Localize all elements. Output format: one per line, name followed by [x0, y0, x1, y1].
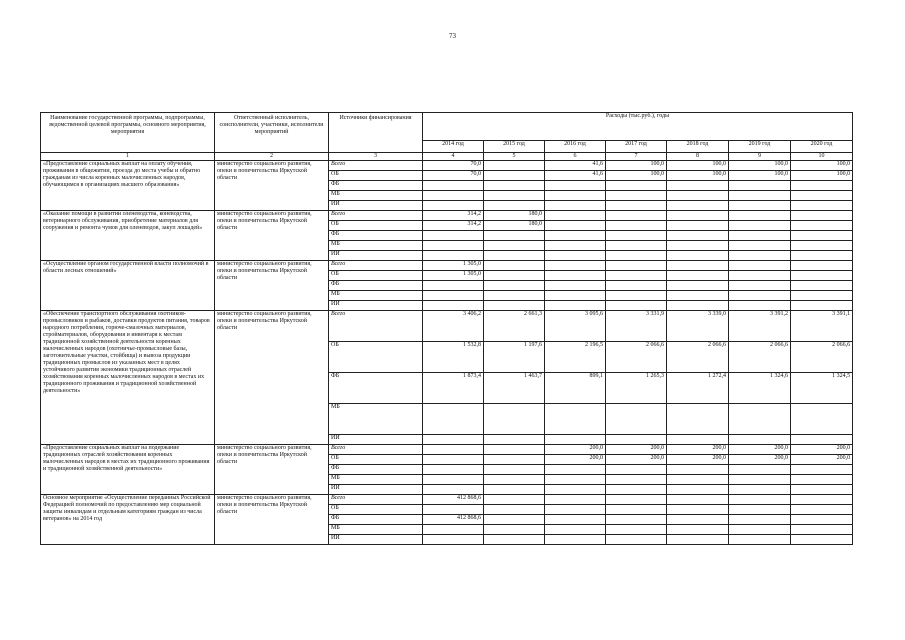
amount-cell — [423, 251, 484, 261]
financing-table — [40, 112, 853, 545]
table-row — [41, 211, 853, 221]
amount-cell — [545, 181, 606, 191]
amount-cell: 200,0 — [667, 455, 729, 465]
amount-cell: 180,0 — [484, 211, 545, 221]
amount-cell — [423, 455, 484, 465]
amount-cell — [667, 505, 729, 515]
header-expenses: Расходы (тыс.руб.), годы — [423, 113, 853, 141]
amount-cell: 1 873,4 — [423, 373, 484, 404]
amount-cell: 2 661,3 — [484, 311, 545, 342]
amount-cell — [484, 535, 545, 545]
amount-cell: 314,2 — [423, 211, 484, 221]
amount-cell — [606, 241, 667, 251]
amount-cell — [729, 495, 791, 505]
amount-cell — [484, 475, 545, 485]
amount-cell — [791, 181, 853, 191]
column-number: 10 — [791, 153, 853, 161]
amount-cell — [729, 231, 791, 241]
amount-cell — [667, 201, 729, 211]
amount-cell: 2 066,6 — [791, 342, 853, 373]
amount-cell — [729, 291, 791, 301]
funding-source: МБ — [329, 404, 423, 435]
amount-cell — [484, 301, 545, 311]
amount-cell: 200,0 — [545, 445, 606, 455]
column-number: 6 — [545, 153, 606, 161]
amount-cell — [545, 251, 606, 261]
amount-cell — [545, 281, 606, 291]
amount-cell — [729, 251, 791, 261]
amount-cell: 200,0 — [606, 455, 667, 465]
amount-cell — [667, 181, 729, 191]
amount-cell — [606, 181, 667, 191]
amount-cell: 100,0 — [729, 171, 791, 181]
event-executor: министерство социального развития, опеки и попечительства Иркутской области — [215, 445, 329, 495]
amount-cell: 412 868,6 — [423, 495, 484, 505]
amount-cell — [545, 301, 606, 311]
funding-source: ИИ — [329, 535, 423, 545]
amount-cell — [484, 404, 545, 435]
amount-cell — [729, 535, 791, 545]
amount-cell — [729, 301, 791, 311]
event-executor: министерство социального развития, опеки и попечительства Иркутской области — [215, 261, 329, 311]
amount-cell — [667, 535, 729, 545]
amount-cell — [545, 525, 606, 535]
event-name: «Предоставление социальных выплат на подержание традиционных отраслей хозяйствования коренных малочисленных народов в местах их традиционного проживания и традиционной хозяйственной деятельности» — [41, 445, 215, 495]
amount-cell — [667, 485, 729, 495]
funding-source: Всего — [329, 445, 423, 455]
amount-cell — [545, 191, 606, 201]
amount-cell: 180,0 — [484, 221, 545, 231]
column-number: 4 — [423, 153, 484, 161]
column-number: 2 — [215, 153, 329, 161]
amount-cell: 3 406,2 — [423, 311, 484, 342]
amount-cell — [791, 525, 853, 535]
amount-cell — [667, 475, 729, 485]
amount-cell — [667, 241, 729, 251]
amount-cell — [484, 495, 545, 505]
amount-cell — [545, 241, 606, 251]
amount-cell — [423, 465, 484, 475]
amount-cell: 3 331,9 — [606, 311, 667, 342]
amount-cell — [545, 291, 606, 301]
amount-cell — [484, 261, 545, 271]
funding-source: ОБ — [329, 505, 423, 515]
amount-cell: 2 066,6 — [667, 342, 729, 373]
amount-cell — [606, 495, 667, 505]
amount-cell — [729, 505, 791, 515]
amount-cell — [667, 231, 729, 241]
header-year: 2017 год — [606, 141, 667, 153]
event-name: «Обеспечение транспортного обслуживания охотников-промысловиков и рыбаков, доставки продуктов питания, товаров народного потребления, горюче-смазочных материалов, стройматериалов, оборудования и инвентаря к местам традиционной хозяйственной деятельности коренных малочисленных народов (охотничье-промысловые базы, заготовительные участки, стойбища) и вывоза продукции традиционных промыслов из указанных мест в целях устойчивого развития экономики традиционных отраслей хозяйствования коренных малочисленных народов в местах их традиционного проживания и традиционной хозяйственной деятельности» — [41, 311, 215, 445]
amount-cell: 200,0 — [791, 445, 853, 455]
amount-cell — [423, 281, 484, 291]
amount-cell — [484, 435, 545, 445]
amount-cell — [545, 261, 606, 271]
funding-source: ОБ — [329, 221, 423, 231]
amount-cell — [606, 435, 667, 445]
header-year: 2014 год — [423, 141, 484, 153]
amount-cell — [791, 475, 853, 485]
amount-cell: 200,0 — [729, 455, 791, 465]
event-name: «Осуществление органом государственной власти полномочий в области лесных отношений» — [41, 261, 215, 311]
amount-cell — [606, 515, 667, 525]
amount-cell: 1 265,3 — [606, 373, 667, 404]
header-executor: Ответственный исполнитель, соисполнители, участники, исполнители мероприятий — [215, 113, 329, 153]
header-name: Наименование государственной программы, подпрограммы, ведомственной целевой программы, основного мероприятия, мероприятия — [41, 113, 215, 153]
amount-cell — [545, 485, 606, 495]
amount-cell — [667, 465, 729, 475]
column-number: 7 — [606, 153, 667, 161]
header-source: Источники финансирования — [329, 113, 423, 153]
amount-cell: 412 868,6 — [423, 515, 484, 525]
amount-cell: 1 272,4 — [667, 373, 729, 404]
event-name: «Оказание помощи в развитии оленеводства, коневодства, ветеринарного обслуживания, приобретение материалов для сооружения и ремонта чумов для оленеводов, закуп лошадей» — [41, 211, 215, 261]
page-number: 73 — [449, 32, 456, 40]
amount-cell — [791, 485, 853, 495]
table-row — [41, 161, 853, 171]
amount-cell — [606, 291, 667, 301]
amount-cell — [484, 231, 545, 241]
amount-cell — [423, 191, 484, 201]
amount-cell — [545, 475, 606, 485]
amount-cell: 200,0 — [545, 455, 606, 465]
funding-source: ИИ — [329, 251, 423, 261]
amount-cell: 2 066,6 — [729, 342, 791, 373]
amount-cell — [545, 535, 606, 545]
amount-cell: 2 066,6 — [606, 342, 667, 373]
amount-cell: 100,0 — [606, 171, 667, 181]
event-name: Основное мероприятие «Осуществление переданных Российской Федерацией полномочий по предоставлению мер социальной защиты инвалидам и отдельным категориям граждан из числа ветеранов» на 2014 год — [41, 495, 215, 545]
column-number: 9 — [729, 153, 791, 161]
amount-cell — [791, 251, 853, 261]
amount-cell: 3 339,0 — [667, 311, 729, 342]
funding-source: МБ — [329, 291, 423, 301]
amount-cell — [667, 291, 729, 301]
amount-cell — [729, 261, 791, 271]
amount-cell — [545, 515, 606, 525]
funding-source: ФБ — [329, 373, 423, 404]
amount-cell — [791, 201, 853, 211]
amount-cell — [791, 291, 853, 301]
amount-cell — [729, 191, 791, 201]
amount-cell — [484, 181, 545, 191]
column-number: 1 — [41, 153, 215, 161]
amount-cell — [484, 465, 545, 475]
amount-cell: 70,0 — [423, 171, 484, 181]
amount-cell — [667, 515, 729, 525]
funding-source: МБ — [329, 525, 423, 535]
table-row — [41, 495, 853, 505]
event-executor: министерство социального развития, опеки и попечительства Иркутской области — [215, 211, 329, 261]
amount-cell — [667, 191, 729, 201]
amount-cell — [423, 475, 484, 485]
amount-cell — [545, 505, 606, 515]
amount-cell — [484, 171, 545, 181]
amount-cell — [606, 404, 667, 435]
amount-cell: 1 324,5 — [791, 373, 853, 404]
amount-cell: 100,0 — [667, 171, 729, 181]
amount-cell: 100,0 — [606, 161, 667, 171]
amount-cell — [423, 291, 484, 301]
amount-cell — [791, 221, 853, 231]
amount-cell — [729, 485, 791, 495]
amount-cell — [729, 211, 791, 221]
amount-cell — [423, 181, 484, 191]
amount-cell: 3 391,1 — [791, 311, 853, 342]
amount-cell — [606, 281, 667, 291]
amount-cell — [423, 231, 484, 241]
amount-cell — [423, 301, 484, 311]
amount-cell — [606, 525, 667, 535]
amount-cell — [484, 455, 545, 465]
amount-cell — [791, 465, 853, 475]
amount-cell: 1 305,0 — [423, 261, 484, 271]
amount-cell — [791, 404, 853, 435]
amount-cell — [606, 465, 667, 475]
amount-cell — [545, 211, 606, 221]
amount-cell — [484, 251, 545, 261]
amount-cell — [667, 211, 729, 221]
amount-cell — [791, 515, 853, 525]
table-row — [41, 261, 853, 271]
funding-source: ФБ — [329, 465, 423, 475]
header-year: 2018 год — [667, 141, 729, 153]
amount-cell — [423, 404, 484, 435]
funding-source: ИИ — [329, 435, 423, 445]
amount-cell — [484, 271, 545, 281]
amount-cell — [791, 211, 853, 221]
amount-cell — [484, 291, 545, 301]
table-row — [41, 445, 853, 455]
funding-source: ФБ — [329, 181, 423, 191]
amount-cell: 1 463,7 — [484, 373, 545, 404]
funding-source: Всего — [329, 495, 423, 505]
amount-cell — [606, 221, 667, 231]
amount-cell — [423, 435, 484, 445]
amount-cell — [545, 201, 606, 211]
amount-cell — [791, 535, 853, 545]
amount-cell — [484, 515, 545, 525]
amount-cell — [423, 505, 484, 515]
amount-cell: 100,0 — [729, 161, 791, 171]
amount-cell: 1 324,6 — [729, 373, 791, 404]
amount-cell: 200,0 — [791, 455, 853, 465]
amount-cell — [791, 281, 853, 291]
amount-cell — [545, 465, 606, 475]
funding-source: Всего — [329, 311, 423, 342]
amount-cell — [484, 191, 545, 201]
amount-cell — [729, 515, 791, 525]
amount-cell — [545, 404, 606, 435]
amount-cell — [484, 201, 545, 211]
table-row — [41, 311, 853, 342]
amount-cell — [606, 301, 667, 311]
funding-source: ФБ — [329, 515, 423, 525]
event-executor: министерство социального развития, опеки и попечительства Иркутской области — [215, 161, 329, 211]
amount-cell — [667, 301, 729, 311]
funding-source: ИИ — [329, 201, 423, 211]
amount-cell — [729, 475, 791, 485]
amount-cell — [484, 485, 545, 495]
amount-cell — [606, 261, 667, 271]
amount-cell: 1 197,6 — [484, 342, 545, 373]
amount-cell: 3 391,2 — [729, 311, 791, 342]
amount-cell — [606, 505, 667, 515]
amount-cell — [667, 221, 729, 231]
amount-cell — [667, 404, 729, 435]
amount-cell — [729, 525, 791, 535]
amount-cell — [484, 241, 545, 251]
amount-cell — [791, 435, 853, 445]
event-name: «Предоставление социальных выплат на оплату обучения, проживания в общежитии, проезда до места учебы и обратно гражданам из числа коренных малочисленных народов, обучающимся в организациях высшего образования» — [41, 161, 215, 211]
amount-cell — [484, 445, 545, 455]
amount-cell — [545, 495, 606, 505]
amount-cell — [606, 231, 667, 241]
header-year: 2020 год — [791, 141, 853, 153]
amount-cell: 314,2 — [423, 221, 484, 231]
amount-cell — [667, 281, 729, 291]
amount-cell — [729, 221, 791, 231]
amount-cell — [667, 261, 729, 271]
amount-cell — [729, 281, 791, 291]
amount-cell: 41,6 — [545, 161, 606, 171]
amount-cell — [667, 525, 729, 535]
funding-source: МБ — [329, 191, 423, 201]
amount-cell — [606, 271, 667, 281]
amount-cell — [791, 301, 853, 311]
amount-cell: 1 305,0 — [423, 271, 484, 281]
amount-cell: 70,0 — [423, 161, 484, 171]
funding-source: ОБ — [329, 171, 423, 181]
column-number: 5 — [484, 153, 545, 161]
column-number: 8 — [667, 153, 729, 161]
funding-source: МБ — [329, 241, 423, 251]
amount-cell — [423, 201, 484, 211]
amount-cell — [791, 241, 853, 251]
amount-cell — [606, 211, 667, 221]
amount-cell: 899,1 — [545, 373, 606, 404]
funding-source: ИИ — [329, 301, 423, 311]
amount-cell — [423, 241, 484, 251]
amount-cell — [729, 435, 791, 445]
amount-cell — [484, 505, 545, 515]
amount-cell — [791, 495, 853, 505]
amount-cell — [484, 281, 545, 291]
amount-cell — [606, 485, 667, 495]
funding-source: ФБ — [329, 231, 423, 241]
amount-cell — [606, 535, 667, 545]
amount-cell: 100,0 — [791, 171, 853, 181]
amount-cell — [423, 535, 484, 545]
amount-cell — [423, 525, 484, 535]
amount-cell — [791, 271, 853, 281]
amount-cell: 200,0 — [606, 445, 667, 455]
amount-cell — [606, 201, 667, 211]
amount-cell — [423, 485, 484, 495]
amount-cell — [729, 201, 791, 211]
amount-cell — [729, 241, 791, 251]
amount-cell — [545, 221, 606, 231]
funding-source: ФБ — [329, 281, 423, 291]
amount-cell — [729, 181, 791, 191]
amount-cell: 3 095,6 — [545, 311, 606, 342]
funding-source: Всего — [329, 261, 423, 271]
funding-source: МБ — [329, 475, 423, 485]
funding-source: ИИ — [329, 485, 423, 495]
amount-cell — [667, 251, 729, 261]
amount-cell — [606, 475, 667, 485]
funding-source: Всего — [329, 161, 423, 171]
amount-cell — [545, 231, 606, 241]
amount-cell: 41,6 — [545, 171, 606, 181]
amount-cell — [729, 271, 791, 281]
amount-cell — [545, 271, 606, 281]
funding-source: Всего — [329, 211, 423, 221]
header-year: 2015 год — [484, 141, 545, 153]
amount-cell — [791, 191, 853, 201]
amount-cell: 200,0 — [729, 445, 791, 455]
amount-cell — [606, 251, 667, 261]
amount-cell: 1 532,8 — [423, 342, 484, 373]
funding-source: ОБ — [329, 271, 423, 281]
column-number: 3 — [329, 153, 423, 161]
header-year: 2016 год — [545, 141, 606, 153]
amount-cell — [484, 161, 545, 171]
funding-source: ОБ — [329, 342, 423, 373]
amount-cell — [729, 404, 791, 435]
amount-cell — [606, 191, 667, 201]
amount-cell — [729, 465, 791, 475]
amount-cell — [791, 231, 853, 241]
amount-cell — [667, 495, 729, 505]
event-executor: министерство социального развития, опеки и попечительства Иркутской области — [215, 495, 329, 545]
amount-cell: 2 196,5 — [545, 342, 606, 373]
amount-cell — [791, 261, 853, 271]
amount-cell — [545, 435, 606, 445]
amount-cell: 100,0 — [667, 161, 729, 171]
amount-cell: 100,0 — [791, 161, 853, 171]
amount-cell — [667, 271, 729, 281]
funding-source: ОБ — [329, 455, 423, 465]
amount-cell: 200,0 — [667, 445, 729, 455]
amount-cell — [484, 525, 545, 535]
amount-cell — [791, 505, 853, 515]
header-year: 2019 год — [729, 141, 791, 153]
event-executor: министерство социального развития, опеки и попечительства Иркутской области — [215, 311, 329, 445]
amount-cell — [667, 435, 729, 445]
amount-cell — [423, 445, 484, 455]
